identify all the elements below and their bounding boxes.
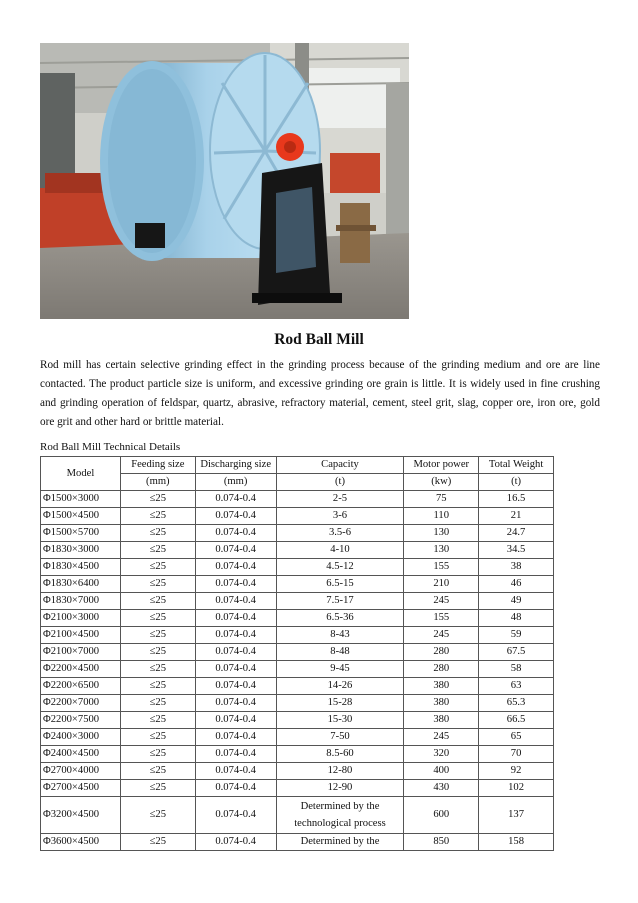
table-row <box>41 746 554 763</box>
capacity-cell: 3.5-6 <box>276 525 404 542</box>
feeding-size-cell: ≤25 <box>120 695 195 712</box>
total-weight-cell: 34.5 <box>479 542 554 559</box>
total-weight-cell: 38 <box>479 559 554 576</box>
discharging-size-cell: 0.074-0.4 <box>195 780 276 797</box>
capacity-cell: 14-26 <box>276 678 404 695</box>
feeding-size-cell: ≤25 <box>120 508 195 525</box>
total-weight-cell: 65 <box>479 729 554 746</box>
model-cell: Φ1830×4500 <box>41 559 121 576</box>
feeding-size-cell: ≤25 <box>120 610 195 627</box>
feeding-size-cell: ≤25 <box>120 559 195 576</box>
discharging-size-cell: 0.074-0.4 <box>195 729 276 746</box>
discharging-size-cell: 0.074-0.4 <box>195 491 276 508</box>
table-row <box>41 797 554 834</box>
capacity-cell: 9-45 <box>276 661 404 678</box>
feeding-size-cell: ≤25 <box>120 834 195 851</box>
table-row <box>41 729 554 746</box>
total-weight-cell: 24.7 <box>479 525 554 542</box>
capacity-cell: 8-48 <box>276 644 404 661</box>
header-feeding-size: Feeding size <box>120 457 195 474</box>
capacity-cell: 15-28 <box>276 695 404 712</box>
table-row <box>41 610 554 627</box>
total-weight-cell: 158 <box>479 834 554 851</box>
feeding-size-cell: ≤25 <box>120 729 195 746</box>
discharging-size-cell: 0.074-0.4 <box>195 559 276 576</box>
table-row <box>41 508 554 525</box>
feeding-size-cell: ≤25 <box>120 661 195 678</box>
unit-discharging-size: (mm) <box>195 474 276 491</box>
discharging-size-cell: 0.074-0.4 <box>195 746 276 763</box>
model-cell: Φ2100×4500 <box>41 627 121 644</box>
motor-power-cell: 245 <box>404 627 479 644</box>
table-row <box>41 593 554 610</box>
capacity-cell: 4.5-12 <box>276 559 404 576</box>
model-cell: Φ3200×4500 <box>41 797 121 834</box>
capacity-cell: 7.5-17 <box>276 593 404 610</box>
table-row <box>41 695 554 712</box>
model-cell: Φ2700×4500 <box>41 780 121 797</box>
motor-power-cell: 280 <box>404 644 479 661</box>
discharging-size-cell: 0.074-0.4 <box>195 678 276 695</box>
total-weight-cell: 70 <box>479 746 554 763</box>
rod-ball-mill-photo <box>40 43 409 319</box>
feeding-size-cell: ≤25 <box>120 678 195 695</box>
total-weight-cell: 21 <box>479 508 554 525</box>
header-capacity: Capacity <box>276 457 404 474</box>
total-weight-cell: 67.5 <box>479 644 554 661</box>
table-row <box>41 644 554 661</box>
table-row <box>41 780 554 797</box>
feeding-size-cell: ≤25 <box>120 780 195 797</box>
model-cell: Φ2200×7500 <box>41 712 121 729</box>
unit-total-weight: (t) <box>479 474 554 491</box>
capacity-cell: 3-6 <box>276 508 404 525</box>
capacity-cell: 12-80 <box>276 763 404 780</box>
model-cell: Φ2400×4500 <box>41 746 121 763</box>
capacity-cell: 12-90 <box>276 780 404 797</box>
technical-details-table <box>40 456 554 851</box>
header-model: Model <box>41 457 121 491</box>
motor-power-cell: 75 <box>404 491 479 508</box>
header-motor-power: Motor power <box>404 457 479 474</box>
total-weight-cell: 58 <box>479 661 554 678</box>
total-weight-cell: 92 <box>479 763 554 780</box>
table-body <box>41 491 554 851</box>
model-cell: Φ2200×7000 <box>41 695 121 712</box>
feeding-size-cell: ≤25 <box>120 593 195 610</box>
motor-power-cell: 280 <box>404 661 479 678</box>
table-row <box>41 678 554 695</box>
description-paragraph: Rod mill has certain selective grinding effect in the grinding process because of the grinding medium and ore are line contacted. The product particle size is uniform, and excessive grinding ore grain is little. It is widely used in fine crushing and grinding operation of feldspar, quartz, abrasive, refractory material, cement, steel grit, slag, copper ore, iron ore, gold ore grit and other hard or brittle material. <box>40 359 600 428</box>
discharging-size-cell: 0.074-0.4 <box>195 542 276 559</box>
feeding-size-cell: ≤25 <box>120 763 195 780</box>
feeding-size-cell: ≤25 <box>120 491 195 508</box>
model-cell: Φ2100×3000 <box>41 610 121 627</box>
table-row <box>41 576 554 593</box>
motor-power-cell: 430 <box>404 780 479 797</box>
feeding-size-cell: ≤25 <box>120 712 195 729</box>
discharging-size-cell: 0.074-0.4 <box>195 644 276 661</box>
motor-power-cell: 245 <box>404 729 479 746</box>
capacity-cell: 7-50 <box>276 729 404 746</box>
capacity-cell: Determined by the technological process <box>276 797 404 834</box>
model-cell: Φ1830×6400 <box>41 576 121 593</box>
total-weight-cell: 65.3 <box>479 695 554 712</box>
table-header-row <box>41 457 554 474</box>
table-row <box>41 525 554 542</box>
model-cell: Φ2200×4500 <box>41 661 121 678</box>
feeding-size-cell: ≤25 <box>120 746 195 763</box>
feeding-size-cell: ≤25 <box>120 644 195 661</box>
capacity-cell: 4-10 <box>276 542 404 559</box>
discharging-size-cell: 0.074-0.4 <box>195 797 276 834</box>
discharging-size-cell: 0.074-0.4 <box>195 763 276 780</box>
model-cell: Φ2100×7000 <box>41 644 121 661</box>
table-row <box>41 661 554 678</box>
table-row <box>41 763 554 780</box>
feeding-size-cell: ≤25 <box>120 627 195 644</box>
capacity-cell: 6.5-36 <box>276 610 404 627</box>
motor-power-cell: 320 <box>404 746 479 763</box>
total-weight-cell: 46 <box>479 576 554 593</box>
discharging-size-cell: 0.074-0.4 <box>195 525 276 542</box>
header-discharging-size: Discharging size <box>195 457 276 474</box>
discharging-size-cell: 0.074-0.4 <box>195 576 276 593</box>
model-cell: Φ2200×6500 <box>41 678 121 695</box>
unit-capacity: (t) <box>276 474 404 491</box>
model-cell: Φ1830×3000 <box>41 542 121 559</box>
total-weight-cell: 137 <box>479 797 554 834</box>
motor-power-cell: 850 <box>404 834 479 851</box>
capacity-cell: 15-30 <box>276 712 404 729</box>
model-cell: Φ1500×3000 <box>41 491 121 508</box>
capacity-cell: 2-5 <box>276 491 404 508</box>
model-cell: Φ1500×5700 <box>41 525 121 542</box>
table-row <box>41 627 554 644</box>
capacity-cell: 8-43 <box>276 627 404 644</box>
discharging-size-cell: 0.074-0.4 <box>195 610 276 627</box>
table-row <box>41 542 554 559</box>
table-row <box>41 559 554 576</box>
model-cell: Φ1500×4500 <box>41 508 121 525</box>
model-cell: Φ2700×4000 <box>41 763 121 780</box>
motor-power-cell: 380 <box>404 712 479 729</box>
motor-power-cell: 600 <box>404 797 479 834</box>
motor-power-cell: 130 <box>404 542 479 559</box>
total-weight-cell: 59 <box>479 627 554 644</box>
motor-power-cell: 110 <box>404 508 479 525</box>
motor-power-cell: 380 <box>404 695 479 712</box>
model-cell: Φ2400×3000 <box>41 729 121 746</box>
header-total-weight: Total Weight <box>479 457 554 474</box>
capacity-cell: 8.5-60 <box>276 746 404 763</box>
discharging-size-cell: 0.074-0.4 <box>195 508 276 525</box>
motor-power-cell: 400 <box>404 763 479 780</box>
discharging-size-cell: 0.074-0.4 <box>195 661 276 678</box>
motor-power-cell: 380 <box>404 678 479 695</box>
motor-power-cell: 210 <box>404 576 479 593</box>
feeding-size-cell: ≤25 <box>120 576 195 593</box>
motor-power-cell: 155 <box>404 559 479 576</box>
capacity-cell: 6.5-15 <box>276 576 404 593</box>
feeding-size-cell: ≤25 <box>120 525 195 542</box>
total-weight-cell: 16.5 <box>479 491 554 508</box>
discharging-size-cell: 0.074-0.4 <box>195 834 276 851</box>
motor-power-cell: 245 <box>404 593 479 610</box>
feeding-size-cell: ≤25 <box>120 542 195 559</box>
total-weight-cell: 66.5 <box>479 712 554 729</box>
motor-power-cell: 130 <box>404 525 479 542</box>
discharging-size-cell: 0.074-0.4 <box>195 695 276 712</box>
total-weight-cell: 48 <box>479 610 554 627</box>
unit-feeding-size: (mm) <box>120 474 195 491</box>
discharging-size-cell: 0.074-0.4 <box>195 627 276 644</box>
discharging-size-cell: 0.074-0.4 <box>195 712 276 729</box>
unit-motor-power: (kw) <box>404 474 479 491</box>
table-caption: Rod Ball Mill Technical Details <box>40 441 181 453</box>
table-row <box>41 834 554 851</box>
discharging-size-cell: 0.074-0.4 <box>195 593 276 610</box>
total-weight-cell: 63 <box>479 678 554 695</box>
page-title: Rod Ball Mill <box>274 331 364 348</box>
table-row <box>41 491 554 508</box>
table-row <box>41 712 554 729</box>
model-cell: Φ1830×7000 <box>41 593 121 610</box>
total-weight-cell: 102 <box>479 780 554 797</box>
motor-power-cell: 155 <box>404 610 479 627</box>
total-weight-cell: 49 <box>479 593 554 610</box>
capacity-cell: Determined by the <box>276 834 404 851</box>
feeding-size-cell: ≤25 <box>120 797 195 834</box>
model-cell: Φ3600×4500 <box>41 834 121 851</box>
